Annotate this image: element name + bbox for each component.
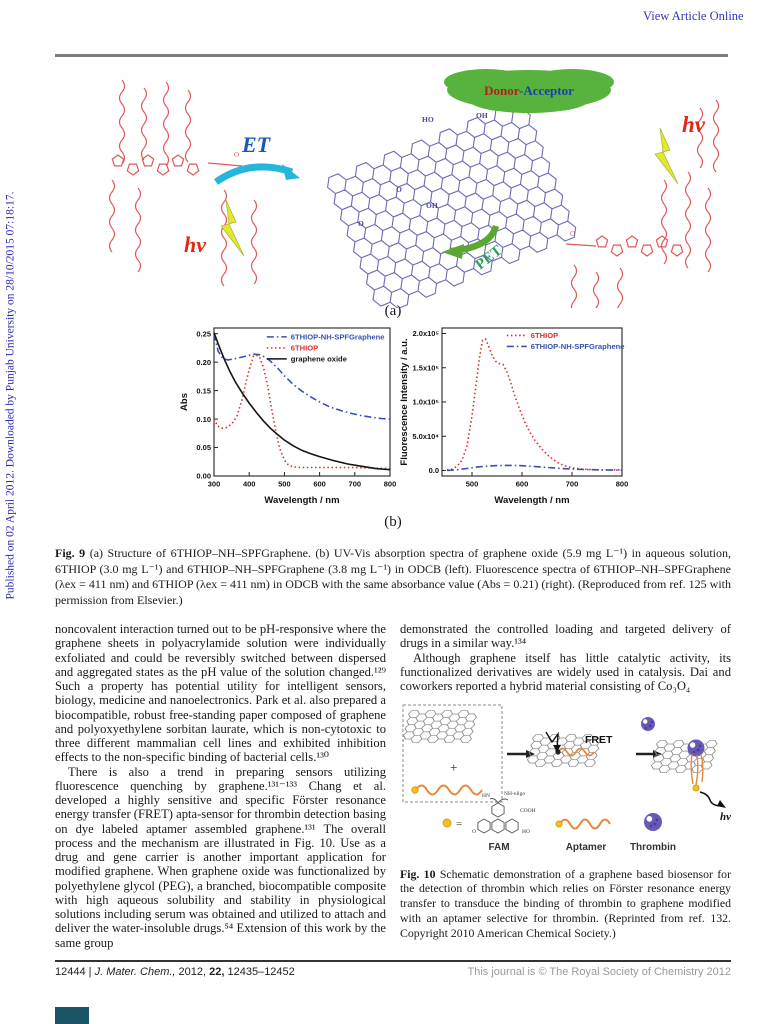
- footer-journal: J. Mater. Chem.,: [94, 966, 176, 978]
- graphene-sheet: [324, 99, 579, 308]
- svg-text:Wavelength / nm: Wavelength / nm: [264, 495, 340, 506]
- step-arrow: [507, 750, 535, 758]
- fam-dye-dot: [443, 819, 451, 827]
- svg-text:0.00: 0.00: [196, 471, 211, 481]
- lightning-bolt-icon: [655, 128, 678, 184]
- y-axis: [399, 329, 446, 475]
- svg-text:O: O: [570, 230, 576, 238]
- svg-text:HN: HN: [482, 793, 490, 800]
- functional-group-label: OH: [426, 201, 438, 210]
- legend: [267, 333, 385, 364]
- svg-text:Abs: Abs: [179, 393, 190, 411]
- series-6THIOP: [447, 339, 622, 470]
- footer-citation: [55, 966, 295, 978]
- thrombin-blob: [688, 740, 705, 757]
- body-right-column: [400, 622, 731, 940]
- svg-text:6THIOP: 6THIOP: [290, 343, 319, 353]
- svg-text:400: 400: [242, 479, 256, 489]
- aptamer-label: Aptamer: [565, 842, 607, 854]
- aptamer-strand: [416, 786, 482, 795]
- paragraph: noncovalent interaction turned out to be pH-responsive where the graphene sheets in polyacrylamide solution were individually exfoliated and could be reversibly switched between dispersed and aggregated states as the pH value of the solution changed.¹²⁹ Such a property has potential utility for intelligent sensors, biology, medicine and nanoelectronics. Park et al. also prepared a biocompatible, robust free-standing paper composed of graphene and polyoxyethylene sorbitan laurate, which is non-cytotoxic to three different mammalian cell lines and exhibited inhibition effects to the non-specific binding of bacterial cells.¹³⁰: [55, 622, 386, 765]
- functional-group-label: HO: [422, 115, 434, 124]
- functional-group-label: O: [396, 185, 402, 194]
- svg-text:500: 500: [465, 479, 479, 489]
- figure9-caption-text: (a) Structure of 6THIOP–NH–SPFGraphene. (b) UV-Vis absorption spectra of graphene oxide (5.9 mg L⁻¹) in aqueous solution, 6THIOP (3.0 mg L⁻¹) and 6THIOP–NH–SPFGraphene (3.8 mg L⁻¹) in ODCB (left). Fluorescence spectra of 6THIOP–NH–SPFGraphene (λex = 411 nm) and 6THIOP (λex = 411 nm) in ODCB with the same absorbance value (Abs = 0.21) (right). (Reproduced from ref. 125 with permission from Elsevier.): [55, 546, 732, 607]
- y-axis: [179, 329, 218, 480]
- figure9-panel-a: [104, 60, 724, 308]
- figure10-caption-text: Schematic demonstration of a graphene based biosensor for the detection of thrombin which relies on Förster resonance energy transfer to transduce the binding of thrombin to graphene modified with an aptamer selective for thrombin. (Reprinted from ref. 132. Copyright 2010 American Chemical Society.): [400, 866, 732, 940]
- footer-page-number: 12444: [55, 966, 86, 978]
- et-arrow: [216, 132, 300, 182]
- svg-text:0.15: 0.15: [196, 386, 211, 396]
- equals-sign: =: [456, 818, 463, 831]
- lightning-bolt-icon: [221, 200, 244, 256]
- next-page-band: [55, 1007, 89, 1024]
- svg-text:2.0x10⁵: 2.0x10⁵: [412, 329, 439, 339]
- svg-text:300: 300: [207, 479, 221, 489]
- donor-acceptor-label: Donor-Acceptor: [484, 83, 574, 98]
- legend: [507, 331, 625, 351]
- svg-text:800: 800: [383, 479, 396, 489]
- series-6THIOP: [214, 355, 390, 469]
- paragraph: demonstrated the controlled loading and targeted delivery of drugs in a similar way.¹³⁴: [400, 622, 731, 651]
- svg-text:1.5x10⁵: 1.5x10⁵: [412, 363, 439, 373]
- footer-copyright: This journal is © The Royal Society of Chemistry 2012: [467, 966, 731, 978]
- panel-b-label: (b): [384, 514, 402, 530]
- publication-sidebar-note: Published on 02 April 2012. Downloaded by Punjab University on 28/10/2015 07:18:17.: [4, 191, 17, 600]
- svg-text:0.20: 0.20: [196, 357, 211, 367]
- figure9-caption: [55, 546, 731, 608]
- header-rule: [55, 54, 728, 57]
- absorption-chart: [178, 322, 396, 506]
- body-left-column: [55, 622, 386, 950]
- series-graphene oxide: [214, 333, 390, 470]
- svg-text:600: 600: [313, 479, 326, 489]
- footer-volume: 22,: [209, 966, 225, 978]
- fluorescence-chart: [398, 322, 628, 506]
- svg-text:500: 500: [278, 479, 291, 489]
- thrombin-blob: [644, 813, 662, 831]
- hv-label: hν: [682, 112, 705, 137]
- view-article-online-link[interactable]: View Article Online: [643, 9, 744, 23]
- figure10-caption-label: Fig. 10: [400, 866, 436, 881]
- svg-text:Wavelength / nm: Wavelength / nm: [494, 495, 570, 506]
- paragraph: There is also a trend in preparing sensors utilizing fluorescence quenching by graphene.¹³¹⁻¹³³ Chang et al. developed a highly sensitive and specific Förster resonance energy transfer (FRET) apta-sensor for thrombin detection basing on dye labeled aptamer assembled graphene.¹³¹ The overall process and the mechanism are illustrated in Fig. 10. Use as a drug and gene carrier is another important application for modified graphene. When graphene oxide was functionalized by polyethylene glycol (PEG), a branched, biocompatible composite with high aqueous solubility and stability in physiological solutions including serum was obtained and utilized to attach and deliver the water-insoluble drugs.⁵⁴ Extension of this work by the same group: [55, 764, 386, 950]
- figure10-schematic: [400, 702, 731, 859]
- svg-text:700: 700: [565, 479, 579, 489]
- svg-text:6THIOP-NH-SPFGraphene: 6THIOP-NH-SPFGraphene: [290, 332, 385, 342]
- fam-label: FAM: [488, 842, 510, 854]
- thrombin-blob: [641, 717, 655, 731]
- svg-text:6THIOP-NH-SPFGraphene: 6THIOP-NH-SPFGraphene: [530, 342, 625, 352]
- footer-pages: 12435–12452: [227, 966, 295, 978]
- svg-text:Fluorescence Intensity / a.u.: Fluorescence Intensity / a.u.: [399, 338, 410, 466]
- donor-acceptor-cloud: [444, 69, 614, 113]
- graphene-sheet: [650, 741, 718, 773]
- x-axis: [466, 472, 628, 506]
- fam-dye-dot: [556, 821, 562, 827]
- svg-text:0.25: 0.25: [196, 329, 211, 339]
- x-axis: [208, 472, 396, 506]
- polymer-chain-left: [110, 80, 257, 286]
- hv-label: hν: [720, 811, 731, 824]
- thrombin-label: Thrombin: [629, 842, 677, 854]
- functional-group-label: O: [358, 219, 364, 228]
- svg-text:COOH: COOH: [520, 808, 536, 815]
- hv-label: hν: [184, 232, 206, 257]
- footer-year: 2012,: [178, 966, 207, 978]
- svg-text:5.0x10⁴: 5.0x10⁴: [412, 431, 439, 441]
- footer-rule: [55, 960, 731, 962]
- fam-dye-dot: [412, 787, 418, 793]
- fam-structure: [472, 791, 536, 835]
- graphene-sheet: [402, 711, 478, 743]
- pet-label: PET: [472, 242, 506, 274]
- et-label: ET: [242, 132, 271, 157]
- step-arrow: [636, 750, 662, 758]
- figure9-caption-label: Fig. 9: [55, 546, 86, 560]
- plus-sign: +: [450, 760, 458, 776]
- fam-dye-dot: [693, 785, 699, 791]
- panel-a-label: (a): [384, 303, 402, 319]
- series-6THIOP-NH-SPFGraphene: [447, 465, 622, 470]
- figure10-caption: [400, 867, 731, 941]
- hv-left: [184, 200, 244, 257]
- paragraph: Although graphene itself has little catalytic activity, its functionalized derivatives are widely used in catalysis. Dai and coworkers reported a hybrid material consisting of Co₃O₄: [400, 650, 731, 693]
- svg-text:NH-oligo: NH-oligo: [504, 791, 526, 798]
- footer: [55, 966, 731, 978]
- functional-group-label: OH: [476, 111, 488, 120]
- svg-text:1.0x10⁵: 1.0x10⁵: [412, 397, 439, 407]
- fret-label: FRET: [585, 734, 613, 747]
- svg-text:0.10: 0.10: [196, 414, 211, 424]
- footer-separator: |: [88, 966, 92, 978]
- svg-text:700: 700: [348, 479, 362, 489]
- svg-text:800: 800: [615, 479, 628, 489]
- svg-text:HO: HO: [522, 829, 530, 836]
- aptamer-strand: [560, 820, 610, 829]
- svg-text:graphene oxide: graphene oxide: [290, 354, 347, 364]
- svg-text:O: O: [234, 151, 240, 159]
- svg-text:6THIOP: 6THIOP: [530, 331, 559, 341]
- svg-text:O: O: [472, 829, 476, 836]
- svg-text:0.0: 0.0: [428, 466, 439, 476]
- svg-text:0.05: 0.05: [196, 443, 211, 453]
- svg-text:600: 600: [515, 479, 529, 489]
